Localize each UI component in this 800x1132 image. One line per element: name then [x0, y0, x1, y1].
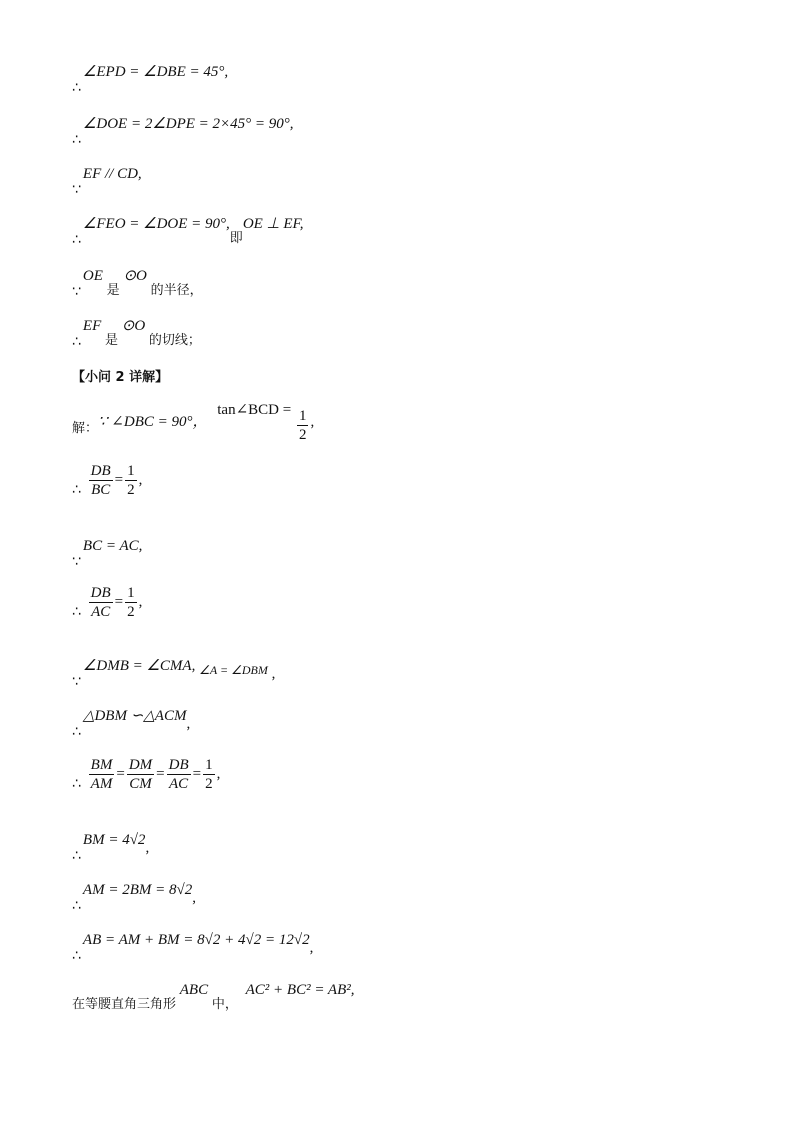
equation: △DBM ∽△ACM: [82, 708, 187, 724]
equation: AB = AM + BM = 8√2 + 4√2 = 12√2: [82, 932, 310, 948]
denominator: AC: [169, 776, 189, 792]
fraction: [203, 756, 215, 793]
equation: ∠FEO = ∠DOE = 90°,: [82, 216, 230, 232]
equation: ∠DOE = 2∠DPE = 2×45° = 90°,: [82, 116, 294, 132]
therefore-symbol: ∴: [72, 232, 81, 248]
text: 的半径，: [150, 283, 203, 298]
numerator: DB: [90, 585, 111, 601]
text: 是: [106, 283, 120, 298]
equation: tan∠BCD =: [217, 402, 292, 418]
equation: BM = 4√2: [82, 832, 146, 848]
fraction: [167, 756, 191, 793]
equation: ∵ ∠DBC = 90°，: [98, 414, 208, 430]
denominator: 2: [127, 604, 135, 620]
proof-line-2: [72, 114, 294, 150]
punct: ,: [138, 593, 143, 610]
denominator: 2: [205, 776, 213, 792]
fraction: [125, 584, 137, 621]
punct: ,: [192, 890, 196, 906]
text: 在等腰直角三角形: [72, 997, 177, 1012]
numerator: 1: [127, 585, 135, 601]
denominator: 2: [298, 427, 307, 443]
proof-line-10: ∴ $\frac{DB}{AC}$ = $\frac{1}{2}$ ,: [72, 585, 143, 620]
therefore-symbol: ∴: [72, 334, 81, 350]
denominator: CM: [129, 776, 152, 792]
therefore-symbol: ∴: [72, 80, 81, 96]
proof-line-3: [72, 164, 142, 200]
denominator: 2: [127, 482, 135, 498]
numerator: DB: [90, 463, 111, 479]
punct: ,: [138, 471, 143, 488]
equation: ∠DMB = ∠CMA,: [82, 658, 196, 674]
equation: ABC: [179, 982, 209, 998]
numerator: DM: [128, 757, 153, 773]
numerator: 1: [127, 463, 135, 479]
text: 中，: [211, 997, 238, 1012]
because-symbol: ∵: [72, 674, 81, 690]
equation: OE: [82, 268, 103, 284]
punct: ,: [271, 666, 276, 682]
equation: ∠EPD = ∠DBE = 45°,: [82, 64, 229, 80]
proof-line-15: [72, 880, 196, 916]
proof-line-14: [72, 830, 149, 866]
punct: ,: [186, 716, 191, 732]
proof-line-13: ∴ $\frac{BM}{AM}$ = $\frac{DM}{CM}$ = $\frac{DB}{AC}$ = $\frac{1}{2}$ ,: [72, 757, 221, 792]
proof-line-4: [72, 214, 304, 250]
therefore-symbol: ∴: [72, 775, 81, 792]
text: 是: [105, 333, 119, 348]
fraction: [127, 756, 154, 793]
therefore-symbol: ∴: [72, 132, 81, 148]
equation: EF: [82, 318, 102, 334]
proof-line-8: ∴ $\frac{DB}{BC}$ = $\frac{1}{2}$ ,: [72, 463, 143, 498]
proof-line-17: [72, 980, 355, 1015]
fraction: [89, 584, 113, 621]
numerator: 1: [298, 408, 307, 424]
because-symbol: ∵: [72, 554, 81, 570]
equation: ∠A = ∠DBM: [199, 663, 268, 677]
equation: ⊙O: [121, 318, 146, 334]
because-symbol: ∵: [72, 182, 81, 198]
proof-line-7: [72, 400, 314, 444]
proof-line-11: [72, 656, 275, 692]
equation: BC = AC,: [82, 538, 143, 554]
punct: ,: [145, 840, 150, 856]
proof-line-16: [72, 930, 313, 966]
therefore-symbol: ∴: [72, 948, 81, 964]
text: 解：: [72, 421, 99, 436]
text: 的切线；: [148, 333, 201, 348]
punct: ,: [216, 765, 221, 782]
numerator: BM: [90, 757, 113, 773]
punct: ,: [309, 940, 314, 956]
denominator: AM: [90, 776, 113, 792]
proof-line-12: [72, 706, 190, 742]
therefore-symbol: ∴: [72, 481, 81, 498]
fraction: [89, 462, 113, 499]
equation: AC² + BC² = AB²,: [245, 982, 355, 998]
equation: ⊙O: [123, 268, 147, 284]
equation: AM = 2BM = 8√2: [82, 882, 193, 898]
fraction: [89, 756, 115, 793]
equation: EF // CD,: [82, 166, 142, 182]
therefore-symbol: ∴: [72, 898, 81, 914]
numerator: 1: [205, 757, 213, 773]
because-symbol: ∵: [72, 284, 81, 300]
proof-line-5: [72, 266, 203, 302]
text: 即: [229, 231, 243, 246]
therefore-symbol: ∴: [72, 724, 81, 740]
proof-line-6: [72, 316, 201, 352]
fraction: [297, 407, 309, 444]
fraction: [125, 462, 137, 499]
therefore-symbol: ∴: [72, 603, 81, 620]
proof-line-9: [72, 536, 142, 572]
proof-line-1: [72, 62, 228, 98]
equation: OE ⊥ EF,: [242, 216, 304, 232]
numerator: DB: [168, 757, 189, 773]
therefore-symbol: ∴: [72, 848, 81, 864]
section-heading: 【小问 2 详解】: [72, 370, 169, 385]
denominator: BC: [91, 482, 111, 498]
punct: ,: [310, 414, 315, 430]
denominator: AC: [91, 604, 111, 620]
